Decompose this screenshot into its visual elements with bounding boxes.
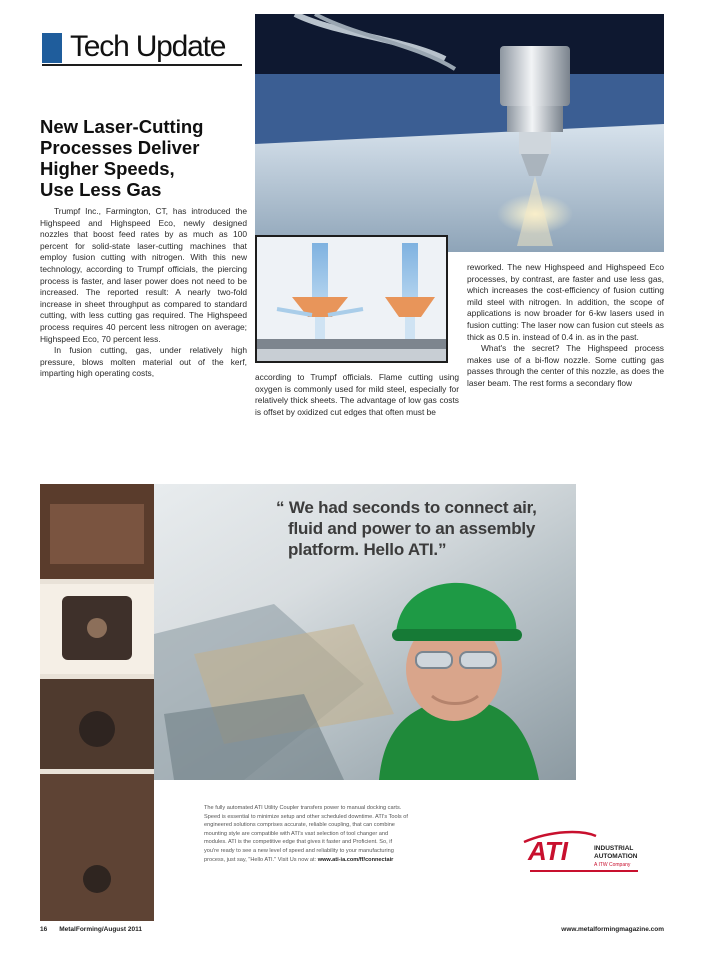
ati-logo-sub2: AUTOMATION — [594, 853, 638, 860]
article-paragraph: What's the secret? The Highspeed process makes use of a bi-flow nozzle. Some cutting gas passes through the center of this nozzle, as does the laser beam. The rest forms a secondary flow — [467, 343, 664, 388]
ad-headline — [276, 497, 576, 560]
article-paragraph: Trumpf Inc., Farmington, CT, has introduced the Highspeed and Highspeed Eco, newly designed nozzles that boost feed rates by as much as 100 percent for solid-state laser-cutting machines that employ fusion cutting with nitrogen. With this new technology, according to Trumpf officials, the piercing process is faster, and laser power does not need to be increased. The reported result: A nearly two-fold increase in sheet throughput as compared to standard cutting, with less cutting gas required. The Highspeed process requires 40 percent less nitrogen on average; Highspeed Eco, 70 percent less. — [40, 206, 247, 344]
ad-headline-line: fluid and power to an assembly — [288, 519, 536, 538]
page-number: 16 — [40, 926, 48, 933]
article-headline — [40, 116, 255, 200]
ad-body-line: Speed is essential to minimize setup and other scheduled downtime. ATI's Tools of — [204, 813, 408, 820]
ati-logo — [522, 820, 642, 880]
laser-head-illustration — [255, 14, 664, 252]
ad-headline-line: platform. Hello ATI.” — [288, 540, 447, 559]
ad-body-line: The fully automated ATI Utility Coupler transfers power to manual docking carts. — [204, 805, 402, 811]
headline-line: Use Less Gas — [40, 179, 162, 200]
ad-body-line: you're ready to see a new level of speed and reliability to your manufacturing — [204, 847, 394, 854]
headline-line: New Laser-Cutting — [40, 116, 204, 137]
ati-logo-mark — [522, 820, 642, 880]
ati-logo-sub3: A ITW Company — [594, 862, 631, 868]
ad-headline-line: “ We had seconds to connect air, — [276, 498, 537, 517]
article-paragraph: according to Trumpf officials. Flame cutting using oxygen is commonly used for mild steel, especially for relatively thick sheets. The advantage of low gas costs is offset by oxidized cut edges that often must be — [255, 372, 459, 417]
nozzle-diagram — [255, 235, 448, 363]
ad-body-text: process, just say, "Hello ATI." Visit Us now at: — [204, 856, 317, 863]
laser-cutting-photo — [255, 14, 664, 252]
headline-line: Higher Speeds, — [40, 158, 175, 179]
bi-flow-nozzle-illustration — [257, 237, 446, 361]
ad-body-copy — [204, 804, 504, 864]
product-thumbnails — [40, 484, 154, 921]
issue-label: MetalForming/August 2011 — [59, 926, 142, 933]
ad-body-line: modules. ATI is the competitive edge that gives it faster and Proficient. So, if — [204, 839, 393, 846]
ati-logo-word: ATI — [528, 836, 568, 866]
article-paragraph: In fusion cutting, gas, under relatively high pressure, blows molten material out of the kerf, imparting high operating costs, — [40, 345, 247, 379]
footer-site[interactable]: www.metalformingmagazine.com — [561, 926, 664, 933]
ad-body-line — [204, 856, 504, 865]
section-rule — [42, 64, 242, 66]
article-column-1 — [40, 206, 247, 380]
headline-line: Processes Deliver — [40, 137, 200, 158]
article-column-2 — [255, 372, 459, 418]
ad-body-line: engineered solutions comprises accurate, reliable coupling, that can combine — [204, 822, 395, 829]
section-title: Tech Update — [70, 30, 226, 63]
ad-body-line: mounting style are compatible with ATI's vast selection of tool changer and — [204, 830, 389, 837]
article-column-3 — [467, 262, 664, 390]
section-tag-bar — [42, 33, 62, 63]
article-paragraph: reworked. The new Highspeed and Highspeed Eco processes, by contrast, are faster and use less gas, which increases the cost-efficiency of fusion cutting mild steel with nitrogen. In addition, the scope of applications is now broader for 6-kw lasers used in fusion cutting: The laser now can fusion cut steels as thick as 0.5 in. instead of 0.4 in. as in the past. — [467, 262, 664, 342]
footer-left — [40, 926, 154, 933]
ati-logo-sub1: INDUSTRIAL — [594, 845, 634, 852]
ad-url-link[interactable]: www.ati-ia.com/ff/connectair — [317, 856, 394, 863]
ad-product-strip — [40, 484, 154, 921]
